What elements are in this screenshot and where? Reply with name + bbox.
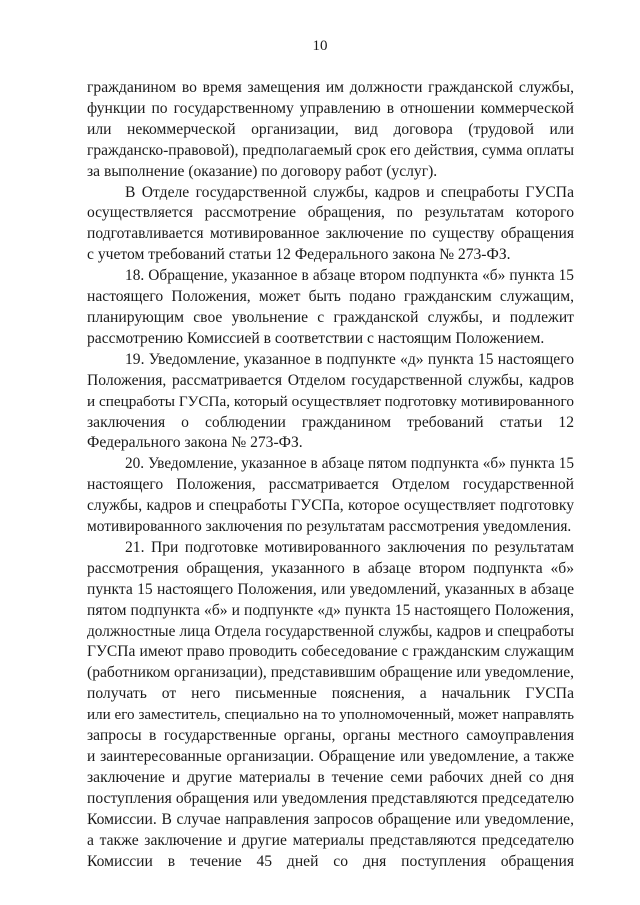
text-line: должностные лица Отдела государственной службы, кадров и спецработы	[87, 622, 574, 640]
text-line: и заинтересованные организации. Обращение или уведомление, а также	[87, 748, 574, 765]
text-line: поступления обращения или уведомления представляются председателю	[87, 789, 574, 807]
text-line: рассмотрения обращения, указанного в абзаце втором подпункта «б»	[87, 559, 574, 577]
paragraph-continuation	[87, 78, 574, 183]
paragraph-item-18	[87, 266, 574, 350]
text-line: а также заключение и другие материалы представляются председателю	[87, 831, 574, 849]
paragraph-department-review	[87, 183, 574, 267]
text-line: заключение и другие материалы в течение семи рабочих дней со дня	[87, 768, 574, 786]
text-line: рассмотрению Комиссией в соответствии с настоящим Положением.	[87, 329, 545, 347]
paragraph-item-21	[87, 538, 574, 873]
text-line: В Отделе государственной службы, кадров и спецработы ГУСПа	[125, 183, 574, 201]
text-line: или его заместитель, специально на то уполномоченный, может направлять	[87, 707, 574, 724]
text-line: Федерального закона № 273-ФЗ.	[87, 434, 303, 452]
text-line: настоящего Положения, может быть подано гражданским служащим,	[87, 288, 574, 306]
text-line: получать от него письменные пояснения, а начальник ГУСПа	[87, 685, 574, 703]
text-line: запросы в государственные органы, органы местного самоуправления	[87, 727, 574, 745]
text-line: 20. Уведомление, указанное в абзаце пятом подпункта «б» пункта 15	[125, 455, 574, 473]
text-line: 19. Уведомление, указанное в подпункте «д» пункта 15 настоящего	[125, 350, 574, 368]
document-body	[87, 78, 574, 872]
text-line: и спецработы ГУСПа, который осуществляет подготовку мотивированного	[87, 392, 574, 410]
text-line: осуществляется рассмотрение обращения, по результатам которого	[87, 204, 574, 222]
text-line: пятом подпункта «б» и подпункте «д» пункта 15 настоящего Положения,	[87, 601, 574, 619]
text-line: с учетом требований статьи 12 Федерального закона № 273-ФЗ.	[87, 246, 511, 264]
text-line: (работником организации), представившим обращение или уведомление,	[87, 664, 575, 682]
text-line: гражданином во время замещения им должности гражданской службы,	[87, 79, 574, 96]
text-line: настоящего Положения, рассматривается Отделом государственной	[87, 476, 574, 494]
text-line: Комиссии. В случае направления запросов обращение или уведомление,	[87, 810, 574, 828]
page-number: 10	[312, 38, 328, 54]
text-line: планирующим свое увольнение с гражданской службы, и подлежит	[87, 308, 574, 326]
text-line: мотивированного заключения по результатам рассмотрения уведомления.	[87, 518, 572, 536]
text-line: ГУСПа имеют право проводить собеседование с гражданским служащим	[87, 643, 574, 661]
text-line: за выполнение (оказание) по договору работ (услуг).	[87, 162, 438, 180]
text-line: пункта 15 настоящего Положения, или уведомлений, указанных в абзаце	[87, 580, 574, 598]
text-line: Комиссии в течение 45 дней со дня поступления обращения	[87, 852, 574, 870]
text-line: функции по государственному управлению в отношении коммерческой	[87, 99, 574, 117]
text-line: Положения, рассматривается Отделом государственной службы, кадров	[87, 371, 574, 389]
text-line: или некоммерческой организации, вид договора (трудовой или	[87, 120, 574, 138]
paragraph-item-20	[87, 454, 574, 538]
text-line: службы, кадров и спецработы ГУСПа, которое осуществляет подготовку	[87, 497, 574, 515]
text-line: гражданско-правовой), предполагаемый срок его действия, сумма оплаты	[87, 141, 574, 159]
text-line: 18. Обращение, указанное в абзаце втором подпункта «б» пункта 15	[125, 267, 574, 285]
text-line: 21. При подготовке мотивированного заключения по результатам	[125, 538, 574, 556]
text-line: подготавливается мотивированное заключение по существу обращения	[87, 225, 574, 243]
paragraph-item-19	[87, 350, 574, 455]
text-line: заключения о соблюдении гражданином требований статьи 12	[87, 413, 574, 431]
